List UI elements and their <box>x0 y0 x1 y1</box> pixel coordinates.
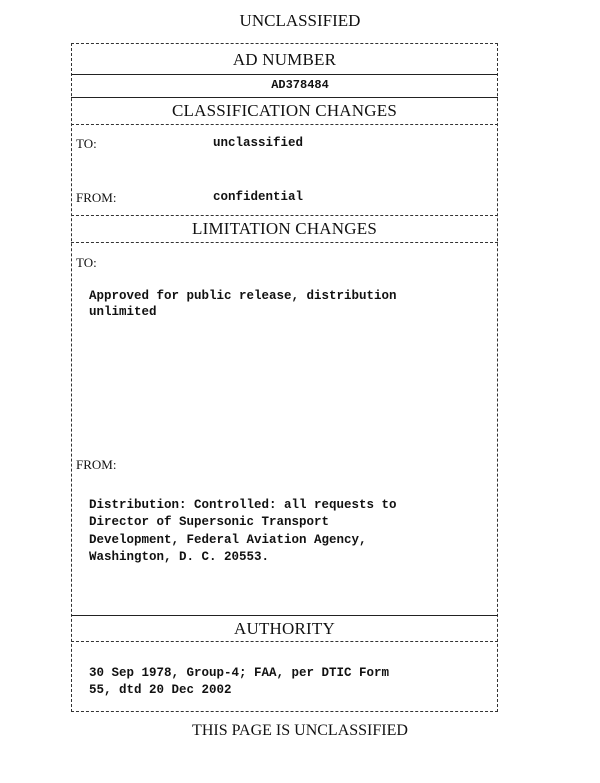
divider <box>71 124 498 125</box>
text-line: 30 Sep 1978, Group-4; FAA, per DTIC Form <box>89 665 390 680</box>
authority-text <box>89 647 389 700</box>
divider <box>71 615 498 616</box>
text-line: Approved for public release, distribution <box>89 288 397 303</box>
divider <box>71 242 498 243</box>
text-line: Development, Federal Aviation Agency, <box>89 532 367 547</box>
divider <box>71 215 498 216</box>
authority-heading: AUTHORITY <box>234 619 335 638</box>
limitation-changes-heading: LIMITATION CHANGES <box>192 219 377 238</box>
text-line: 55, dtd 20 Dec 2002 <box>89 683 232 697</box>
divider <box>71 97 498 98</box>
text-line: Distribution: Controlled: all requests to <box>89 497 397 512</box>
text-line: unlimited <box>89 305 157 319</box>
classification-changes-heading: CLASSIFICATION CHANGES <box>172 101 397 120</box>
text-line: Director of Supersonic Transport <box>89 515 330 529</box>
header-classification-marking: UNCLASSIFIED <box>239 11 361 30</box>
ad-number-heading: AD NUMBER <box>232 50 337 69</box>
divider <box>71 641 498 642</box>
divider <box>71 74 498 75</box>
limitation-to-label: TO: <box>76 255 97 270</box>
limitation-from-label: FROM: <box>76 457 117 472</box>
ad-number-value: AD378484 <box>271 78 329 92</box>
limitation-to-text <box>89 271 397 321</box>
classification-to-label: TO: <box>76 136 97 151</box>
classification-from-label: FROM: <box>76 190 117 205</box>
classification-to-value: unclassified <box>213 136 304 150</box>
limitation-from-text <box>89 479 397 567</box>
footer-classification-marking: THIS PAGE IS UNCLASSIFIED <box>192 722 408 739</box>
classification-from-value: confidential <box>213 190 304 204</box>
text-line: Washington, D. C. 20553. <box>89 550 270 564</box>
